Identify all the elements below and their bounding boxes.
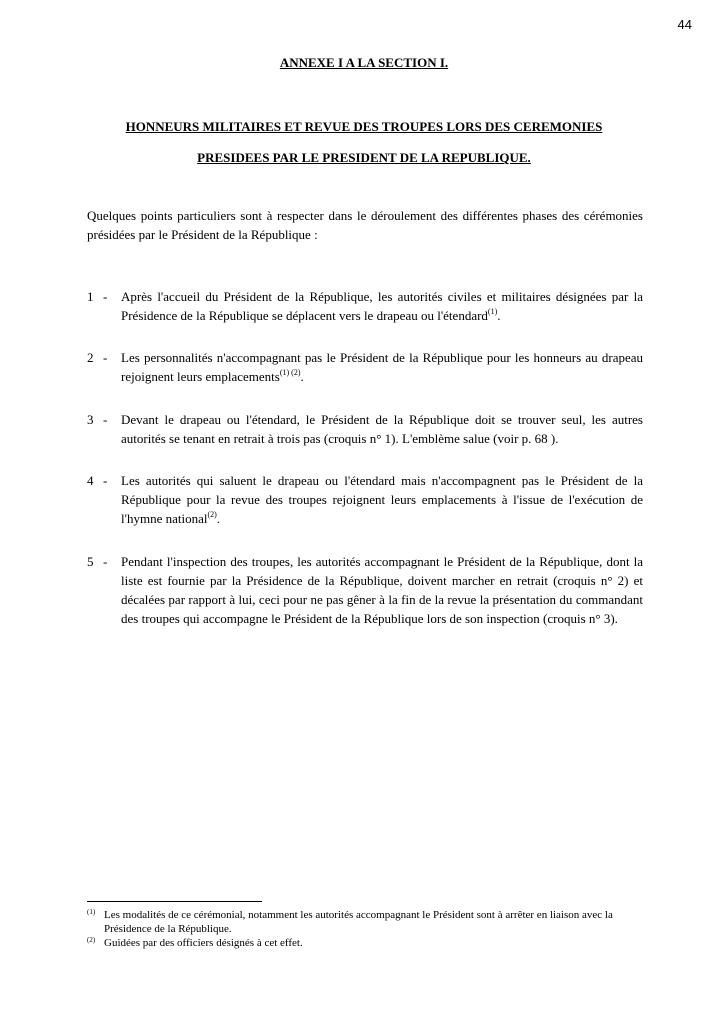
item-end: . [216,511,221,526]
list-item-4 [87,471,643,528]
item-number: 4 [87,473,94,488]
list-item-3 [87,410,643,448]
footnote-text: Les modalités de ce cérémonial, notamment les autorités accompagnant le Président sont à arrêter en liaison avec la Présidence de la République. [104,909,613,935]
item-text [121,348,643,386]
item-dash: - [103,350,108,365]
intro-paragraph: Quelques points particuliers sont à respecter dans le déroulement des différentes phases des cérémonies présidées par le Président de la République : [87,208,643,242]
footnote-2 [87,936,647,950]
footnote-text: Guidées par des officiers désignés à cet effet. [104,937,303,949]
item-dash: - [103,412,108,427]
footnote-ref: (1) [487,307,498,316]
footnote-1 [87,908,647,936]
item-body: Les autorités qui saluent le drapeau ou l'étendard mais n'accompagnent pas le Président de la République pour la revue des troupes rejoignent leurs emplacements à l'issue de l'exécution de l'hymne national [121,473,643,526]
document-title-line-1: HONNEURS MILITAIRES ET REVUE DES TROUPES LORS DES CEREMONIES [125,119,603,134]
item-end: . [497,308,501,323]
list-item-1 [87,287,643,325]
item-number: 3 [87,412,94,427]
item-text [121,552,643,628]
item-body: Après l'accueil du Président de la République, les autorités civiles et militaires désignées par la Présidence de la République se déplacent vers le drapeau ou l'étendard [121,289,643,323]
item-dash: - [103,473,108,488]
page-number: 44 [677,17,692,32]
item-body: Les personnalités n'accompagnant pas le Président de la République pour les honneurs au drapeau rejoignent leurs emplacements [121,350,643,384]
item-text [121,410,643,448]
list-item-2 [87,348,643,386]
item-dash: - [103,289,108,304]
footnote-marker: (1) [87,908,96,916]
footnote-marker: (2) [87,936,96,944]
list-item-5 [87,552,643,628]
item-end: . [300,369,304,384]
item-body: Devant le drapeau ou l'étendard, le Président de la République doit se trouver seul, les autres autorités se tenant en retrait à trois pas (croquis n° 1). L'emblème salue (voir p. 68 ). [121,412,643,446]
footnote-ref: (1) (2) [279,368,301,377]
annex-title: ANNEXE I A LA SECTION I. [279,55,449,70]
item-text [121,287,643,325]
item-number: 2 [87,350,94,365]
footnote-divider [87,901,262,902]
document-title-line-2: PRESIDEES PAR LE PRESIDENT DE LA REPUBLIQUE. [197,150,531,165]
footnote-ref: (2) [207,510,217,519]
item-number: 5 [87,554,94,569]
item-dash: - [103,554,108,569]
item-text [121,471,643,528]
item-body: Pendant l'inspection des troupes, les autorités accompagnant le Président de la République, dont la liste est fournie par la Présidence de la République, doivent marcher en retrait (croquis n° 2) et décalées par rapport à lui, ceci pour ne pas gêner à la fin de la revue la présentation du commandant des troupes qui accompagne le Président de la République lors de son inspection (croquis n° 3). [121,554,643,626]
item-number: 1 [87,289,94,304]
